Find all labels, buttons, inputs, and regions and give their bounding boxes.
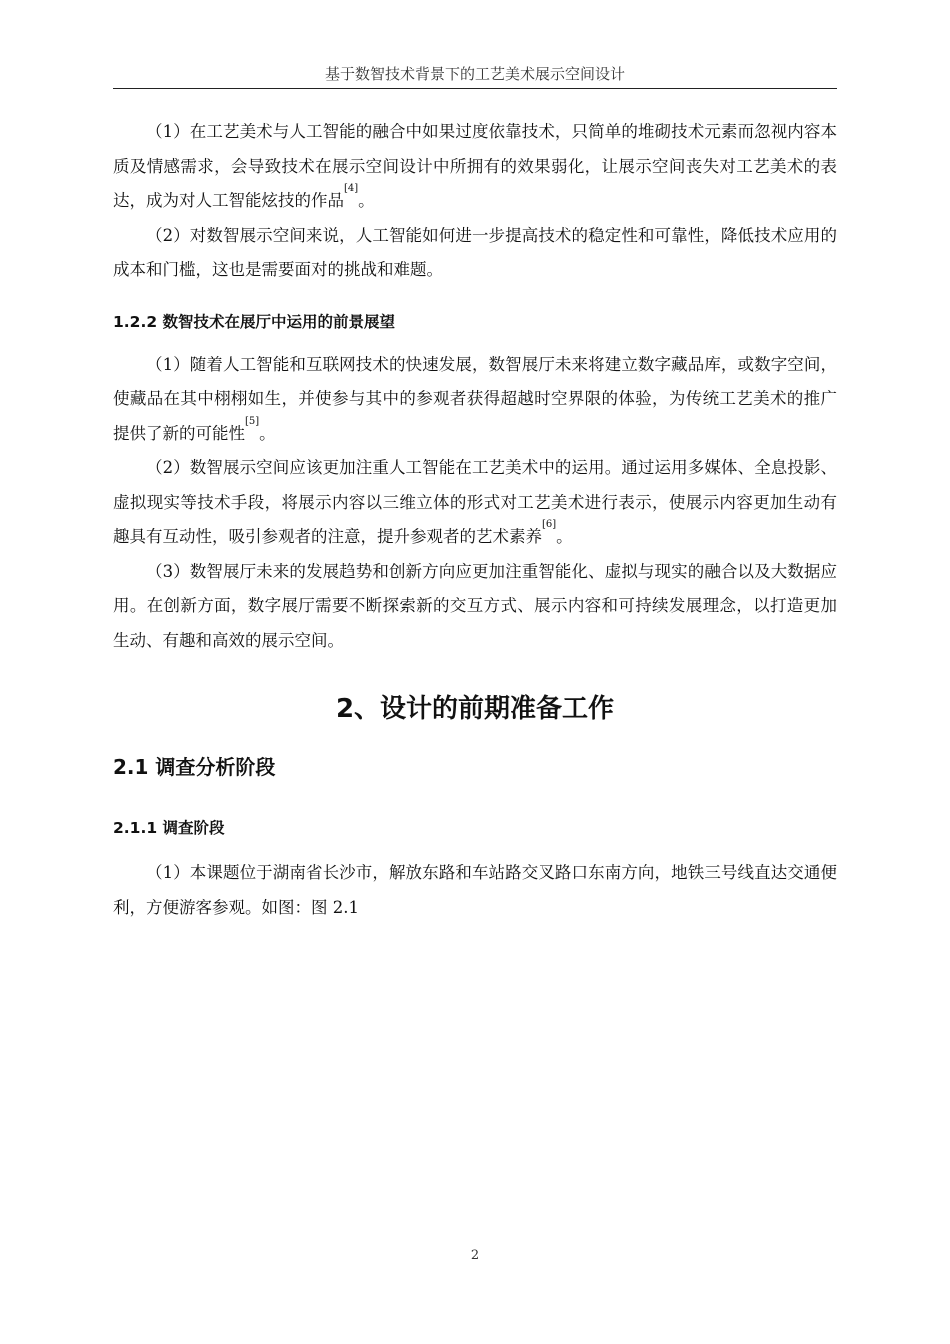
paragraph-text: （1）随着人工智能和互联网技术的快速发展，数智展厅未来将建立数字藏品库，或数字空间，使藏品在其中栩栩如生，并使参与其中的参观者获得超越时空界限的体验，为传统工艺美术的推广提供了新的可能性 (113, 354, 837, 443)
header-divider (113, 88, 837, 89)
paragraph-1-2-2-item-1 (113, 348, 837, 452)
section-heading-2-1: 2.1 调查分析阶段 (113, 755, 276, 779)
paragraph-text: （1）在工艺美术与人工智能的融合中如果过度依靠技术，只简单的堆砌技术元素而忽视内容本质及情感需求，会导致技术在展示空间设计中所拥有的效果弱化，让展示空间丧失对工艺美术的表达，成为对人工智能炫技的作品 (113, 122, 837, 210)
section-heading-1-2-2: 1.2.2 数智技术在展厅中运用的前景展望 (113, 312, 396, 331)
paragraph-1-2-1-item-2: （2）对数智展示空间来说，人工智能如何进一步提高技术的稳定性和可靠性，降低技术应用的成本和门槛，这也是需要面对的挑战和难题。 (113, 225, 837, 279)
paragraph-tail: 。 (259, 423, 276, 443)
paragraph-tail: 。 (556, 527, 573, 546)
chapter-heading-2: 2、设计的前期准备工作 (335, 694, 615, 724)
paragraph-2-1-1-item-1: （1）本课题位于湖南省长沙市，解放东路和车站路交叉路口东南方向，地铁三号线直达交通便利，方便游客参观。如图：图 2.1 (113, 863, 837, 917)
paragraph-text: （2）数智展示空间应该更加注重人工智能在工艺美术中的运用。通过运用多媒体、全息投影、虚拟现实等技术手段，将展示内容以三维立体的形式对工艺美术进行表示，使展示内容更加生动有趣具有互动性，吸引参观者的注意，提升参观者的艺术素养 (113, 458, 837, 546)
page-number: 2 (470, 1248, 480, 1263)
page-body (113, 112, 837, 925)
citation-5: [5] (245, 415, 260, 427)
paragraph-tail: 。 (358, 191, 375, 210)
citation-6: [6] (542, 519, 557, 530)
section-heading-2-1-1: 2.1.1 调查阶段 (113, 819, 225, 837)
running-header: 基于数智技术背景下的工艺美术展示空间设计 (324, 65, 625, 83)
paragraph-1-2-1-item-1 (113, 115, 837, 219)
citation-4: [4] (344, 183, 359, 194)
paragraph-1-2-2-item-3: （3）数智展厅未来的发展趋势和创新方向应更加注重智能化、虚拟与现实的融合以及大数据应用。在创新方面，数字展厅需要不断探索新的交互方式、展示内容和可持续发展理念，以打造更加生动、有趣和高效的展示空间。 (113, 561, 837, 650)
paragraph-1-2-2-item-2 (113, 451, 837, 555)
